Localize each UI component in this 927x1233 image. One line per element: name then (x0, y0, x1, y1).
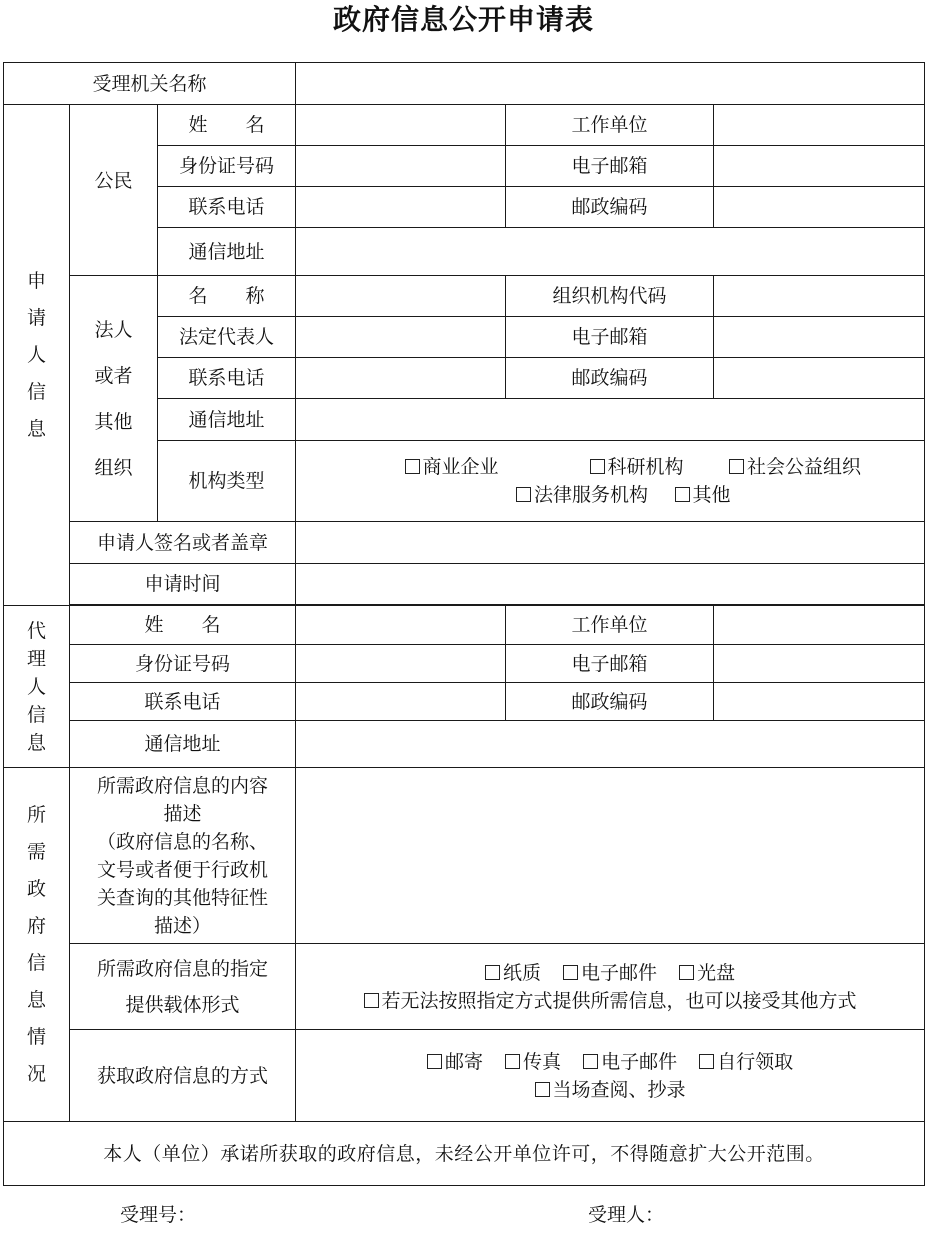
org-name-label: 名 称 (158, 276, 296, 317)
agent-email-label: 电子邮箱 (506, 645, 714, 683)
info-description-input[interactable] (296, 768, 925, 944)
org-address-label: 通信地址 (158, 399, 296, 441)
method-option[interactable]: 传真 (505, 1048, 561, 1076)
citizen-id-label: 身份证号码 (158, 146, 296, 187)
checkbox-icon[interactable] (535, 1082, 550, 1097)
method-option[interactable]: 自行领取 (699, 1048, 793, 1076)
org-type-option[interactable]: 商业企业 (359, 453, 544, 481)
signature-input[interactable] (296, 522, 925, 564)
checkbox-icon[interactable] (405, 459, 420, 474)
agent-phone-label: 联系电话 (70, 683, 296, 721)
agent-id-input[interactable] (296, 645, 506, 683)
form-title: 政府信息公开申请表 (332, 3, 594, 36)
org-legal-rep-input[interactable] (296, 317, 506, 358)
checkbox-icon[interactable] (505, 1054, 520, 1069)
method-option[interactable]: 邮寄 (427, 1048, 483, 1076)
agent-name-input[interactable] (296, 606, 506, 645)
carrier-options (296, 944, 925, 1030)
agent-postal-label: 邮政编码 (506, 683, 714, 721)
acceptance-number-label: 受理号： (120, 1204, 197, 1226)
agent-name-label: 姓 名 (70, 606, 296, 645)
org-type-option[interactable]: 其他 (675, 481, 731, 509)
checkbox-icon[interactable] (427, 1054, 442, 1069)
citizen-address-input[interactable] (296, 228, 925, 276)
checkbox-icon[interactable] (516, 487, 531, 502)
checkbox-icon[interactable] (699, 1054, 714, 1069)
carrier-fallback-option[interactable]: 若无法按照指定方式提供所需信息，也可以接受其他方式 (364, 987, 857, 1015)
org-type-option[interactable]: 科研机构 (544, 453, 729, 481)
checkbox-icon[interactable] (563, 965, 578, 980)
org-phone-label: 联系电话 (158, 358, 296, 399)
org-postal-label: 邮政编码 (506, 358, 714, 399)
method-options (296, 1030, 925, 1122)
citizen-name-input[interactable] (296, 105, 506, 146)
carrier-option[interactable]: 光盘 (679, 959, 735, 987)
org-legal-rep-label: 法定代表人 (158, 317, 296, 358)
checkbox-icon[interactable] (729, 459, 744, 474)
org-type-options (296, 441, 925, 522)
citizen-postal-label: 邮政编码 (506, 187, 714, 228)
pledge-statement: 本人（单位）承诺所获取的政府信息，未经公开单位许可，不得随意扩大公开范围。 (4, 1122, 925, 1186)
citizen-work-unit-label: 工作单位 (506, 105, 714, 146)
citizen-address-label: 通信地址 (158, 228, 296, 276)
agent-address-input[interactable] (296, 721, 925, 768)
checkbox-icon[interactable] (590, 459, 605, 474)
method-label: 获取政府信息的方式 (70, 1030, 296, 1122)
applicant-section-label: 申 请 人 信 息 (4, 105, 70, 606)
agent-phone-input[interactable] (296, 683, 506, 721)
org-type-option[interactable]: 社会公益组织 (729, 453, 861, 481)
carrier-option[interactable]: 纸质 (485, 959, 541, 987)
apply-time-input[interactable] (296, 564, 925, 605)
citizen-phone-input[interactable] (296, 187, 506, 228)
citizen-email-label: 电子邮箱 (506, 146, 714, 187)
agent-id-label: 身份证号码 (70, 645, 296, 683)
org-phone-input[interactable] (296, 358, 506, 399)
info-description-label: 所需政府信息的内容 描述 （政府信息的名称、 文号或者便于行政机 关查询的其他特征性 描述） (70, 768, 296, 944)
agent-address-label: 通信地址 (70, 721, 296, 768)
agent-section-label: 代 理 人 信 息 (4, 606, 70, 768)
org-name-input[interactable] (296, 276, 506, 317)
agent-work-unit-label: 工作单位 (506, 606, 714, 645)
citizen-name-label: 姓 名 (158, 105, 296, 146)
carrier-label: 所需政府信息的指定 提供载体形式 (70, 944, 296, 1030)
carrier-option[interactable]: 电子邮件 (563, 959, 657, 987)
checkbox-icon[interactable] (583, 1054, 598, 1069)
org-type-label: 机构类型 (158, 441, 296, 522)
org-code-label: 组织机构代码 (506, 276, 714, 317)
org-type-option[interactable]: 法律服务机构 (490, 481, 675, 509)
checkbox-icon[interactable] (675, 487, 690, 502)
citizen-work-unit-input[interactable] (714, 105, 925, 146)
application-form-table (3, 62, 925, 1186)
org-label: 法人 或者 其他 组织 (70, 276, 158, 522)
info-section-label: 所 需 政 府 信 息 情 况 (4, 768, 70, 1122)
agent-postal-input[interactable] (714, 683, 925, 721)
citizen-postal-input[interactable] (714, 187, 925, 228)
agency-label: 受理机关名称 (4, 63, 296, 105)
citizen-id-input[interactable] (296, 146, 506, 187)
org-code-input[interactable] (714, 276, 925, 317)
method-option[interactable]: 当场查阅、抄录 (535, 1076, 686, 1104)
checkbox-icon[interactable] (679, 965, 694, 980)
agency-input[interactable] (296, 63, 925, 105)
agent-work-unit-input[interactable] (714, 606, 925, 645)
apply-time-label: 申请时间 (70, 564, 296, 605)
acceptor-label: 受理人： (588, 1204, 665, 1226)
org-email-label: 电子邮箱 (506, 317, 714, 358)
org-email-input[interactable] (714, 317, 925, 358)
citizen-label: 公民 (70, 105, 158, 276)
org-address-input[interactable] (296, 399, 925, 441)
checkbox-icon[interactable] (364, 993, 379, 1008)
checkbox-icon[interactable] (485, 965, 500, 980)
agent-email-input[interactable] (714, 645, 925, 683)
citizen-email-input[interactable] (714, 146, 925, 187)
method-option[interactable]: 电子邮件 (583, 1048, 677, 1076)
org-postal-input[interactable] (714, 358, 925, 399)
signature-label: 申请人签名或者盖章 (70, 522, 296, 564)
citizen-phone-label: 联系电话 (158, 187, 296, 228)
